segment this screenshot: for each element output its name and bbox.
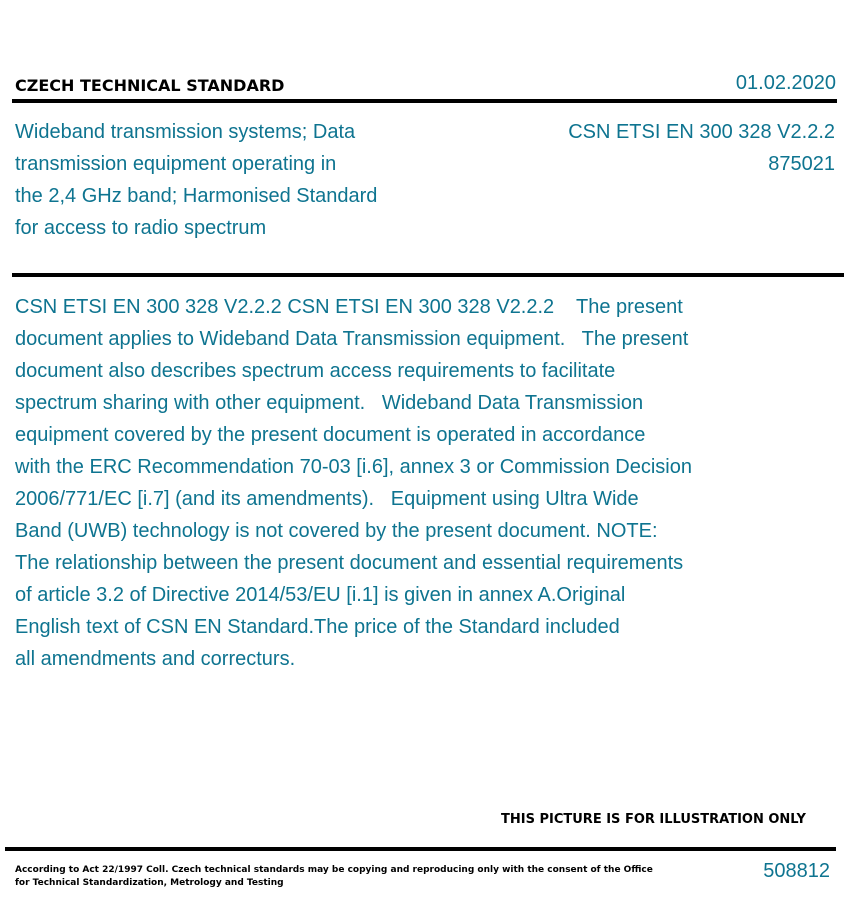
abstract-line: document also describes spectrum access requirements to facilitate	[15, 360, 616, 382]
legal-notice-line: for Technical Standardization, Metrology and Testing	[15, 878, 284, 888]
title-line: for access to radio spectrum	[15, 217, 267, 239]
abstract-line: equipment covered by the present document is operated in accordance	[15, 424, 646, 446]
title-line: transmission equipment operating in	[15, 153, 337, 175]
abstract-line: English text of CSN EN Standard.The price of the Standard included	[15, 616, 620, 638]
abstract-line: Band (UWB) technology is not covered by the present document. NOTE:	[15, 520, 658, 542]
abstract-line: CSN ETSI EN 300 328 V2.2.2 CSN ETSI EN 300 328 V2.2.2 The present	[15, 296, 683, 318]
standard-designation: CSN ETSI EN 300 328 V2.2.2	[568, 121, 835, 143]
illustration-notice: THIS PICTURE IS FOR ILLUSTRATION ONLY	[501, 812, 806, 827]
section-divider	[12, 273, 844, 277]
title-line: Wideband transmission systems; Data	[15, 121, 356, 143]
abstract-line: document applies to Wideband Data Transmission equipment. The present	[15, 328, 689, 350]
title-line: the 2,4 GHz band; Harmonised Standard	[15, 185, 378, 207]
legal-notice-line: According to Act 22/1997 Coll. Czech technical standards may be copying and reproducing only with the consent of the Office	[15, 865, 653, 875]
legal-notice	[15, 864, 653, 890]
abstract-line: all amendments and correcturs.	[15, 648, 296, 670]
standard-title	[15, 116, 415, 244]
footer-divider	[5, 847, 836, 851]
abstract-line: with the ERC Recommendation 70-03 [i.6], annex 3 or Commission Decision	[15, 456, 692, 478]
standard-reference	[568, 116, 835, 180]
catalog-number: 875021	[768, 153, 835, 175]
abstract-line: The relationship between the present document and essential requirements	[15, 552, 684, 574]
standard-type-label: CZECH TECHNICAL STANDARD	[15, 76, 285, 95]
abstract-line: of article 3.2 of Directive 2014/53/EU [i.1] is given in annex A.Original	[15, 584, 626, 606]
document-number: 508812	[763, 860, 830, 882]
abstract-line: spectrum sharing with other equipment. Wideband Data Transmission	[15, 392, 644, 414]
abstract-text	[15, 291, 775, 675]
publication-date: 01.02.2020	[735, 72, 836, 94]
header-divider	[12, 99, 837, 103]
abstract-line: 2006/771/EC [i.7] (and its amendments). Equipment using Ultra Wide	[15, 488, 639, 510]
